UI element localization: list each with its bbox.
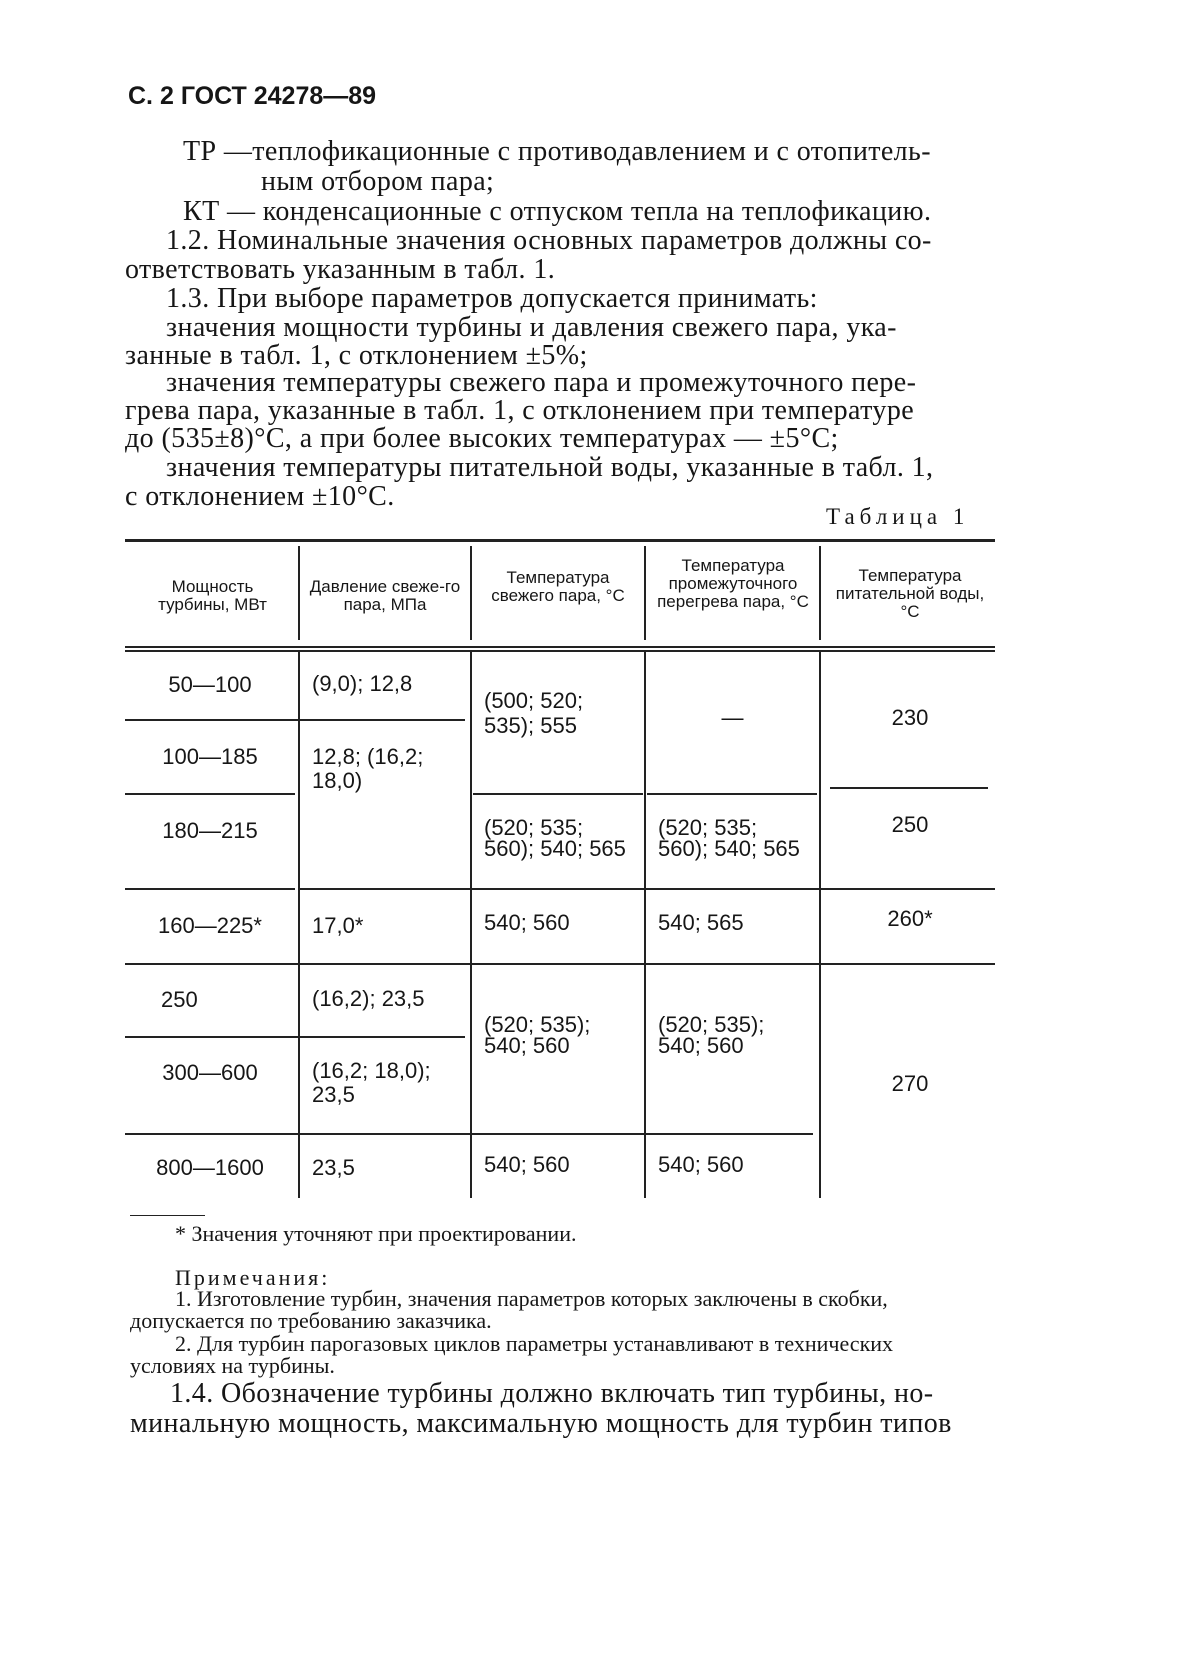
power-cell: 180—215 [162,818,258,843]
pressure-cell: (16,2); 23,5 [312,986,425,1011]
header-reheat-temp: Температура промежуточного перегрева пара, °С [657,556,809,611]
p12-line-2: ответствовать указанным в табл. 1. [125,254,556,285]
m1-line-1: значения мощности турбины и давления свежего пара, ука- [166,312,897,343]
note-2-line-1: 2. Для турбин парогазовых циклов параметры устанавливают в технических [175,1331,894,1356]
power-cell: 100—185 [162,744,258,769]
footnote-rule [130,1215,205,1216]
reheat-temp-cell: 540; 560 [658,1152,744,1177]
fresh-temp-cell: 560); 540; 565 [484,836,626,861]
row-rule [473,793,643,795]
header-col-divider [298,546,300,640]
p12-line-1: 1.2. Номинальные значения основных параметров должны со- [166,225,932,256]
p13-line: 1.3. При выборе параметров допускается принимать: [166,283,818,314]
row-rule [300,888,995,890]
tr-line-2: ным отбором пара; [261,166,495,197]
reheat-temp-cell: — [721,705,744,730]
power-cell: 300—600 [162,1060,258,1085]
table-label: Таблица 1 [826,504,970,529]
fresh-temp-cell: 540; 560 [484,1152,570,1177]
fresh-temp-cell: (520; 535); [484,1012,591,1037]
pressure-cell: (16,2; 18,0); [312,1058,431,1083]
row-rule [125,719,465,721]
footnote: * Значения уточняют при проектировании. [175,1221,577,1246]
m2-line-2: грева пара, указанные в табл. 1, с отклонением при температуре [125,395,915,426]
note-1-line-1: 1. Изготовление турбин, значения параметров которых заключены в скобки, [175,1286,888,1311]
notes-title: Примечания: [175,1265,331,1290]
header-col-divider [819,546,821,640]
m1-line-2: занные в табл. 1, с отклонением ±5%; [125,340,588,371]
m3-line-2: с отклонением ±10°С. [125,481,395,512]
feed-temp-cell: 230 [891,705,929,730]
pressure-cell: 12,8; (16,2; [312,744,424,769]
reheat-temp-cell: 560); 540; 565 [658,836,800,861]
pressure-cell: 23,5 [312,1155,355,1180]
row-rule [830,787,988,789]
header-col-divider [644,546,646,640]
reheat-temp-cell: 540; 560 [658,1033,744,1058]
power-cell: 250 [161,987,198,1012]
feed-temp-cell: 270 [891,1071,929,1096]
m2-line-3: до (535±8)°С, а при более высоких температурах — ±5°С; [125,423,839,454]
header-pressure: Давление свеже-го пара, МПа [309,577,461,614]
row-rule [125,1036,465,1038]
reheat-temp-cell: (520; 535; [658,815,758,840]
header-bottom-rule-2 [125,650,995,652]
header-feed-temp: Температура питательной воды, °С [835,566,985,621]
note-2-line-2: условиях на турбины. [130,1353,335,1378]
page-header [128,82,376,111]
row-rule [125,963,995,965]
pressure-cell: (9,0); 12,8 [312,671,413,696]
fresh-temp-cell: (500; 520; [484,688,584,713]
p14-line-2: минальную мощность, максимальную мощность для турбин типов [130,1408,952,1439]
body-col-divider [644,650,646,1198]
m2-line-1: значения температуры свежего пара и промежуточного пере- [166,367,917,398]
fresh-temp-cell: 535); 555 [484,713,577,738]
power-cell: 160—225* [158,913,262,938]
body-col-divider [298,650,300,1198]
body-col-divider [470,650,472,1198]
page-number: С. 2 [128,82,174,110]
fresh-temp-cell: 540; 560 [484,910,570,935]
power-cell: 50—100 [168,672,252,697]
tr-line-1: ТР —теплофикационные с противодавлением и с отопитель- [183,136,931,167]
reheat-temp-cell: 540; 565 [658,910,744,935]
standard-number: ГОСТ 24278—89 [180,82,377,110]
power-cell: 800—1600 [156,1155,264,1180]
pressure-cell: 17,0* [312,913,364,938]
row-rule [125,888,295,890]
header-col-divider [470,546,472,640]
reheat-temp-cell: (520; 535); [658,1012,765,1037]
feed-temp-cell: 250 [891,812,929,837]
row-rule [125,793,295,795]
row-rule [647,793,817,795]
feed-temp-cell: 260* [887,906,933,931]
header-fresh-temp: Температура свежего пара, °С [491,568,625,605]
pressure-cell: 23,5 [312,1082,355,1107]
fresh-temp-cell: 540; 560 [484,1033,570,1058]
header-power: Мощность турбины, МВт [158,577,267,614]
row-rule [125,1133,813,1135]
kt-line: КТ — конденсационные с отпуском тепла на теплофикацию. [183,196,932,227]
body-col-divider [819,650,821,1198]
header-bottom-rule-1 [125,646,995,648]
p14-line-1: 1.4. Обозначение турбины должно включать тип турбины, но- [170,1378,934,1409]
pressure-cell: 18,0) [312,768,363,793]
fresh-temp-cell: (520; 535; [484,815,584,840]
note-1-line-2: допускается по требованию заказчика. [130,1308,492,1333]
m3-line-1: значения температуры питательной воды, указанные в табл. 1, [166,452,934,483]
table-top-rule [125,539,995,542]
